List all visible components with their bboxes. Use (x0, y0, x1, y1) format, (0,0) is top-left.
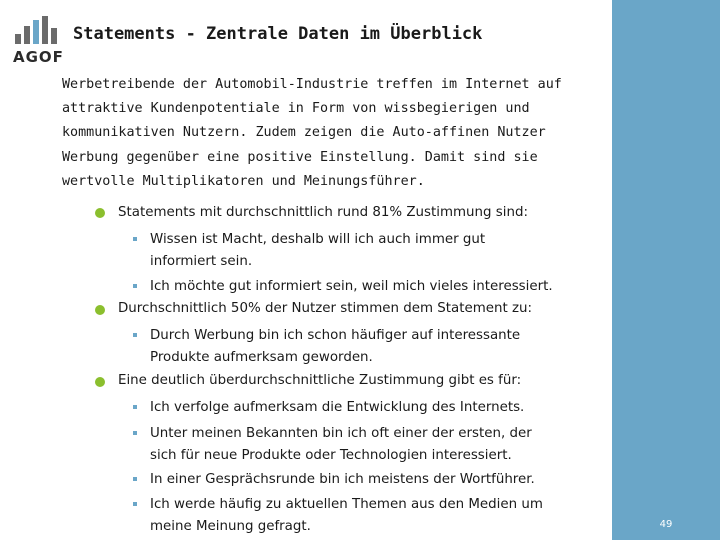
list-item (150, 325, 520, 368)
intro-line: wertvolle Multiplikatoren und Meinungsführer. (62, 173, 425, 189)
list-item-line: Ich möchte gut informiert sein, weil mich vieles interessiert. (150, 279, 553, 294)
list-item-line: Durch Werbung bin ich schon häufiger auf interessante (150, 328, 521, 343)
list-item-line: Ich werde häufig zu aktuellen Themen aus den Medien um (150, 497, 543, 512)
sub-bullet-icon (133, 405, 137, 409)
list-item-line: In einer Gesprächsrunde bin ich meistens der Wortführer. (150, 472, 535, 487)
intro-line: kommunikativen Nutzern. Zudem zeigen die Auto-affinen Nutzer (62, 125, 546, 141)
list-item (150, 494, 543, 537)
section-heading: Durchschnittlich 50% der Nutzer stimmen dem Statement zu: (118, 301, 533, 316)
section-heading: Eine deutlich überdurchschnittliche Zustimmung gibt es für: (118, 373, 522, 388)
page-title: Statements - Zentrale Daten im Überblick (73, 24, 483, 44)
page-number: 49 (659, 519, 673, 530)
bullet-icon (95, 208, 105, 218)
intro-line: Werbetreibende der Automobil-Industrie treffen im Internet auf (62, 77, 562, 92)
list-item (150, 397, 524, 419)
list-item (150, 469, 535, 491)
list-item (150, 276, 553, 298)
list-item-line: meine Meinung gefragt. (150, 518, 311, 534)
intro-line: Werbung gegenüber eine positive Einstellung. Damit sind sie (62, 149, 538, 165)
bullet-icon (95, 305, 105, 315)
list-item-line: Ich verfolge aufmerksam die Entwicklung des Internets. (150, 400, 525, 415)
bullet-icon (95, 377, 105, 387)
section-heading: Statements mit durchschnittlich rund 81% Zustimmung sind: (118, 205, 528, 220)
list-item (150, 423, 532, 466)
logo-text: AGOF (13, 48, 64, 66)
right-sidebar (612, 0, 720, 540)
intro-line: attraktive Kundenpotentiale in Form von wissbegierigen und (62, 101, 530, 117)
sub-bullet-icon (133, 431, 137, 435)
sub-bullet-icon (133, 502, 137, 506)
sub-bullet-icon (133, 333, 137, 337)
sub-bullet-icon (133, 477, 137, 481)
list-item-line: informiert sein. (150, 253, 253, 269)
sub-bullet-icon (133, 284, 137, 288)
list-item (150, 229, 485, 272)
list-item-line: Wissen ist Macht, deshalb will ich auch immer gut (150, 232, 486, 247)
list-item-line: sich für neue Produkte oder Technologien interessiert. (150, 447, 512, 463)
list-item-line: Unter meinen Bekannten bin ich oft einer der ersten, der (150, 426, 532, 441)
list-item-line: Produkte aufmerksam geworden. (150, 349, 373, 365)
sub-bullet-icon (133, 237, 137, 241)
